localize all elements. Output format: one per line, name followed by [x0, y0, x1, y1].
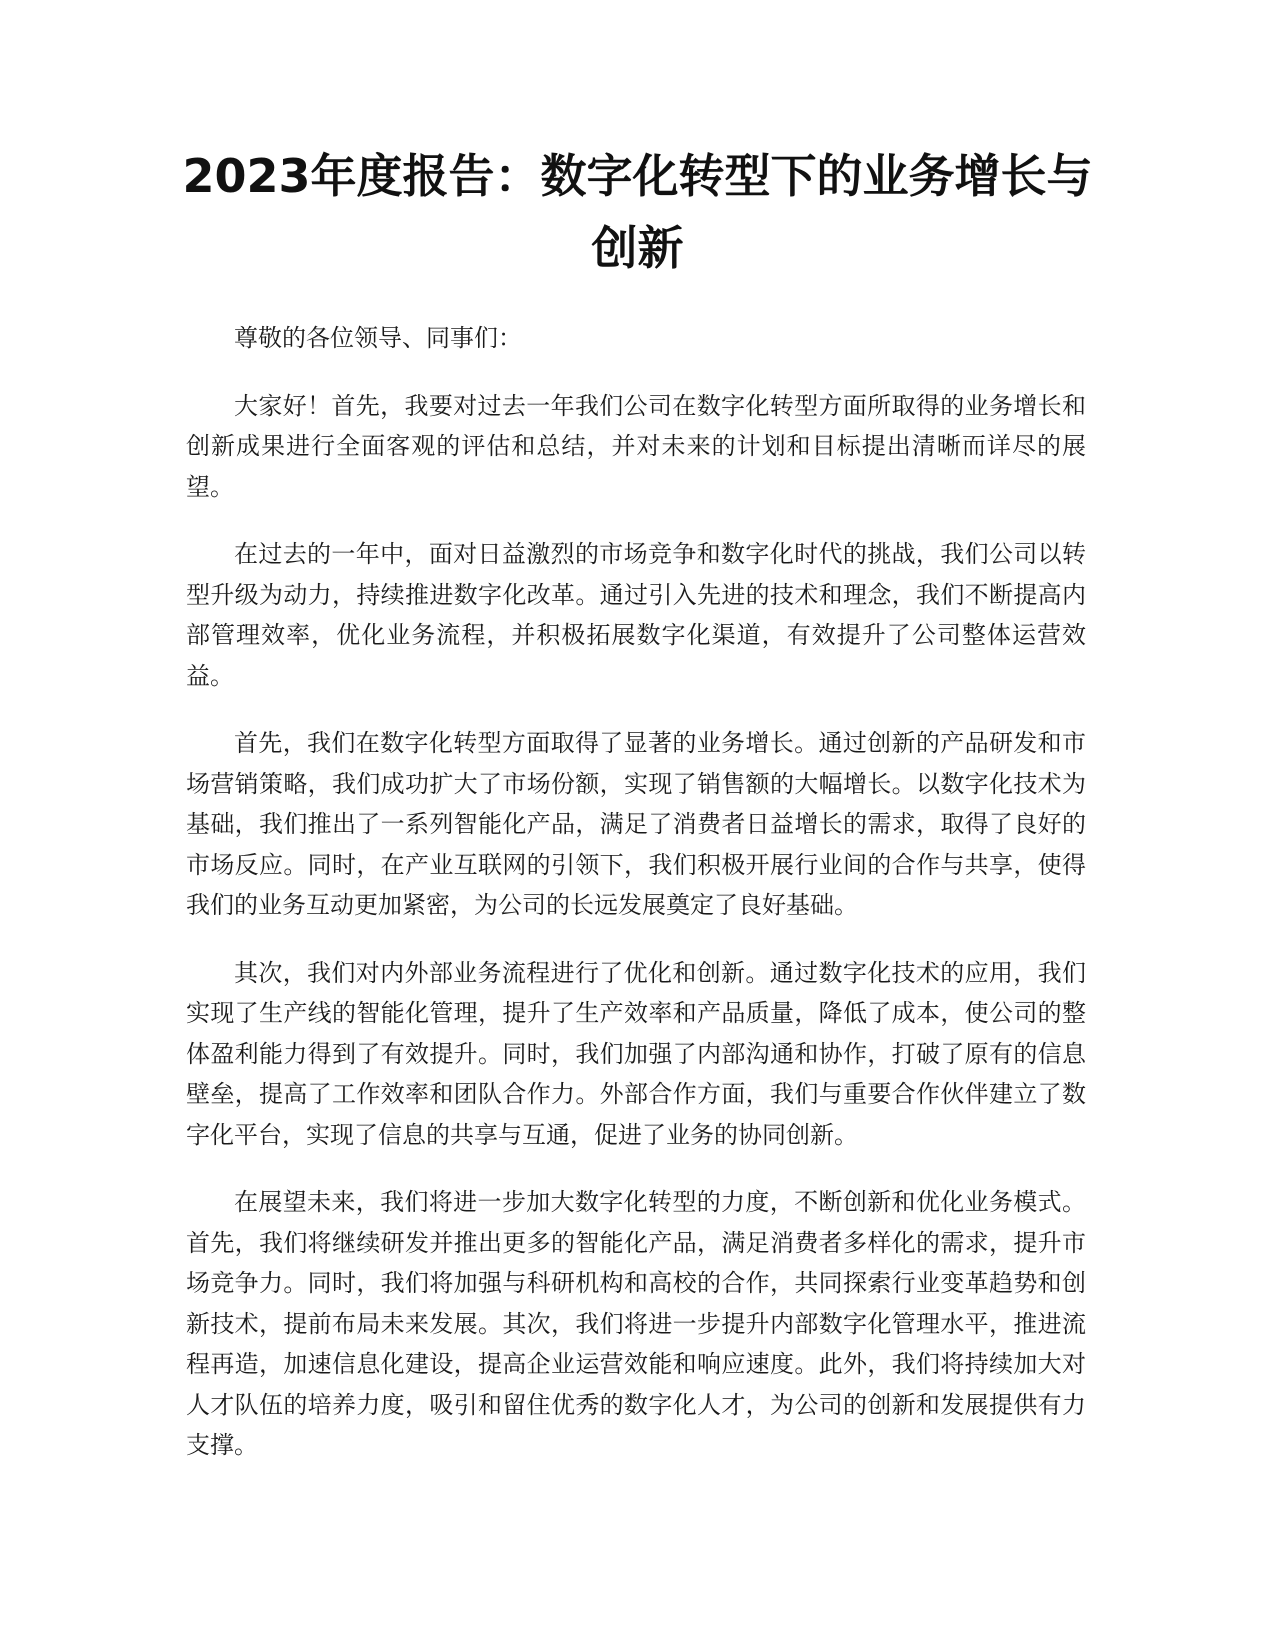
body-paragraph: 其次，我们对内外部业务流程进行了优化和创新。通过数字化技术的应用，我们实现了生产线的智能化管理，提升了生产效率和产品质量，降低了成本，使公司的整体盈利能力得到了有效提升。同时，我们加强了内部沟通和协作，打破了原有的信息壁垒，提高了工作效率和团队合作力。外部合作方面，我们与重要合作伙伴建立了数字化平台，实现了信息的共享与互通，促进了业务的协同创新。 — [186, 958, 1086, 1149]
document-body — [186, 318, 1086, 1493]
body-paragraph: 大家好！首先，我要对过去一年我们公司在数字化转型方面所取得的业务增长和创新成果进行全面客观的评估和总结，并对未来的计划和目标提出清晰而详尽的展望。 — [186, 391, 1086, 501]
salutation-paragraph: 尊敬的各位领导、同事们： — [234, 324, 522, 352]
body-paragraph: 首先，我们在数字化转型方面取得了显著的业务增长。通过创新的产品研发和市场营销策略，我们成功扩大了市场份额，实现了销售额的大幅增长。以数字化技术为基础，我们推出了一系列智能化产品，满足了消费者日益增长的需求，取得了良好的市场反应。同时，在产业互联网的引领下，我们积极开展行业间的合作与共享，使得我们的业务互动更加紧密，为公司的长远发展奠定了良好基础。 — [186, 729, 1086, 919]
document-title: 2023年度报告：数字化转型下的业务增长与创新 — [182, 149, 1093, 275]
body-paragraph: 在展望未来，我们将进一步加大数字化转型的力度，不断创新和优化业务模式。首先，我们将继续研发并推出更多的智能化产品，满足消费者多样化的需求，提升市场竞争力。同时，我们将加强与科研机构和高校的合作，共同探索行业变革趋势和创新技术，提前布局未来发展。其次，我们将进一步提升内部数字化管理水平，推进流程再造，加速信息化建设，提高企业运营效能和响应速度。此外，我们将持续加大对人才队伍的培养力度，吸引和留住优秀的数字化人才，为公司的创新和发展提供有力支撑。 — [186, 1188, 1086, 1459]
body-paragraph: 在过去的一年中，面对日益激烈的市场竞争和数字化时代的挑战，我们公司以转型升级为动力，持续推进数字化改革。通过引入先进的技术和理念，我们不断提高内部管理效率，优化业务流程，并积极拓展数字化渠道，有效提升了公司整体运营效益。 — [186, 540, 1086, 690]
